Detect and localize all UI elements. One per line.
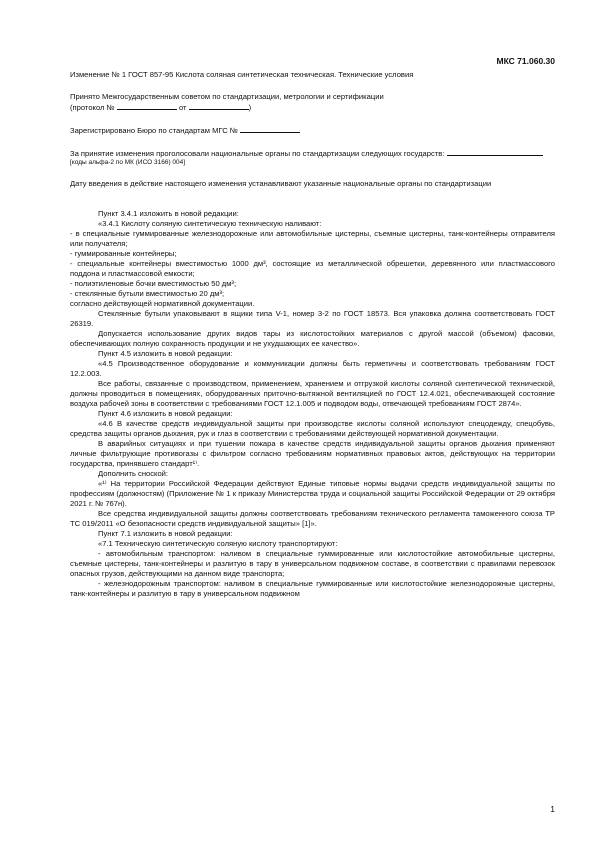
paragraph: Стеклянные бутыли упаковывают в ящики типа V-1, номер 3-2 по ГОСТ 18573. Вся упаковка должна соответствовать ГОСТ 26319. <box>70 309 555 328</box>
voted-line: За принятие изменения проголосовали национальные органы по стандартизации следующих государств: <box>70 148 555 159</box>
list-item: - автомобильным транспортом: наливом в специальные гуммированные или кислотостойкие автомобильные цистерны, съемные цистерны, танк-контейнеры и разлитую в тару в универсальном подвижном составе, в соответствии с правилами перевозок опасных грузов, действующими на данном виде транспорта; <box>70 549 555 578</box>
list-item: - железнодорожным транспортом: наливом в специальные гуммированные или кислотостойкие железнодорожные цистерны, танк-контейнеры и разлитую в тару в универсальном подвижном <box>70 579 555 598</box>
paragraph: согласно действующей нормативной документации. <box>70 299 255 308</box>
registered-line: Зарегистрировано Бюро по стандартам МГС № <box>70 125 555 136</box>
document-body <box>70 70 555 599</box>
paragraph: Пункт 4.6 изложить в новой редакции: <box>98 409 233 418</box>
doc-id: МКС 71.060.30 <box>496 56 555 66</box>
paragraph: Все работы, связанные с производством, применением, хранением и отгрузкой кислоты соляной синтетической технической, должны проводиться в помещениях, оборудованных приточно-вытяжной вентиляцией по ГОСТ 12.4.021, обеспечивающей состояние воздуха рабочей зоны в соответствии с требованиями ГОСТ 12.1.005 и подводом воды, отвечающей требованиям ГОСТ 2874». <box>70 379 555 408</box>
amendment-title: Изменение № 1 ГОСТ 857-95 Кислота соляная синтетическая техническая. Технические условия <box>70 70 414 79</box>
list-item: - специальные контейнеры вместимостью 1000 дм³, состоящие из металлической обрешетки, деревянного или пластмассового поддона и пластмассовой емкости; <box>70 259 555 278</box>
paragraph: Дополнить сноской: <box>98 469 169 478</box>
paragraph: Пункт 4.5 изложить в новой редакции: <box>98 349 233 358</box>
paragraph: Пункт 7.1 изложить в новой редакции: <box>98 529 233 538</box>
effective-date: Дату введения в действие настоящего изменения устанавливают указанные национальные органы по стандартизации <box>70 179 492 188</box>
voted-codes: [коды альфа-2 по МК (ИСО 3166) 004] <box>70 159 186 166</box>
paragraph: «4.6 В качестве средств индивидуальной защиты при производстве кислоты соляной используют спецодежду, спецобувь, средства защиты органов дыхания, рук и глаз в соответствии с требованиями действующей нормативной документации. <box>70 419 555 438</box>
paragraph: Пункт 3.4.1 изложить в новой редакции: <box>98 209 239 218</box>
paragraph: В аварийных ситуациях и при тушении пожара в качестве средств индивидуальной защиты органов дыхания применяют личные фильтрующие противогазы с фильтром согласно требованиям нормативных правовых актов, действующих на территории государства, принявшего стандарт¹⁾. <box>70 439 555 468</box>
paragraph: «4.5 Производственное оборудование и коммуникации должны быть герметичны и соответствовать требованиям ГОСТ 12.2.003. <box>70 359 555 378</box>
list-item: - в специальные гуммированные железнодорожные или автомобильные цистерны, съемные цистерны, танк-контейнеры отправителя или получателя; <box>70 229 555 248</box>
paragraph: «3.4.1 Кислоту соляную синтетическую техническую наливают: <box>98 219 322 228</box>
paragraph: Допускается использование других видов тары из кислотостойких материалов с другой массой (объемом) фасовки, обеспечивающих полную сохранность продукции и не ухудшающих ее качество». <box>70 329 555 348</box>
paragraph: «7.1 Техническую синтетическую соляную кислоту транспортируют: <box>98 539 338 548</box>
list-item: - стеклянные бутыли вместимостью 20 дм³; <box>70 289 225 298</box>
paragraph: Все средства индивидуальной защиты должны соответствовать требованиям технического регламента таможенного союза ТР ТС 019/2011 «О безопасности средств индивидуальной защиты» [1]». <box>70 509 555 528</box>
list-item: - полиэтиленовые бочки вместимостью 50 дм³; <box>70 279 237 288</box>
adopted-statement: Принято Межгосударственным советом по стандартизации, метрологии и сертификации (протокол № от ) <box>70 92 384 112</box>
list-item: - гуммированные контейнеры; <box>70 249 177 258</box>
footnote: «¹⁾ На территории Российской Федерации действуют Единые типовые нормы выдачи средств индивидуальной защиты по профессиям (должностям) (Приложение № 1 к приказу Министерства труда и социальной защиты Российской Федерации от 29 октября 2021 г. № 767н). <box>70 479 555 508</box>
page-number: 1 <box>550 804 555 814</box>
